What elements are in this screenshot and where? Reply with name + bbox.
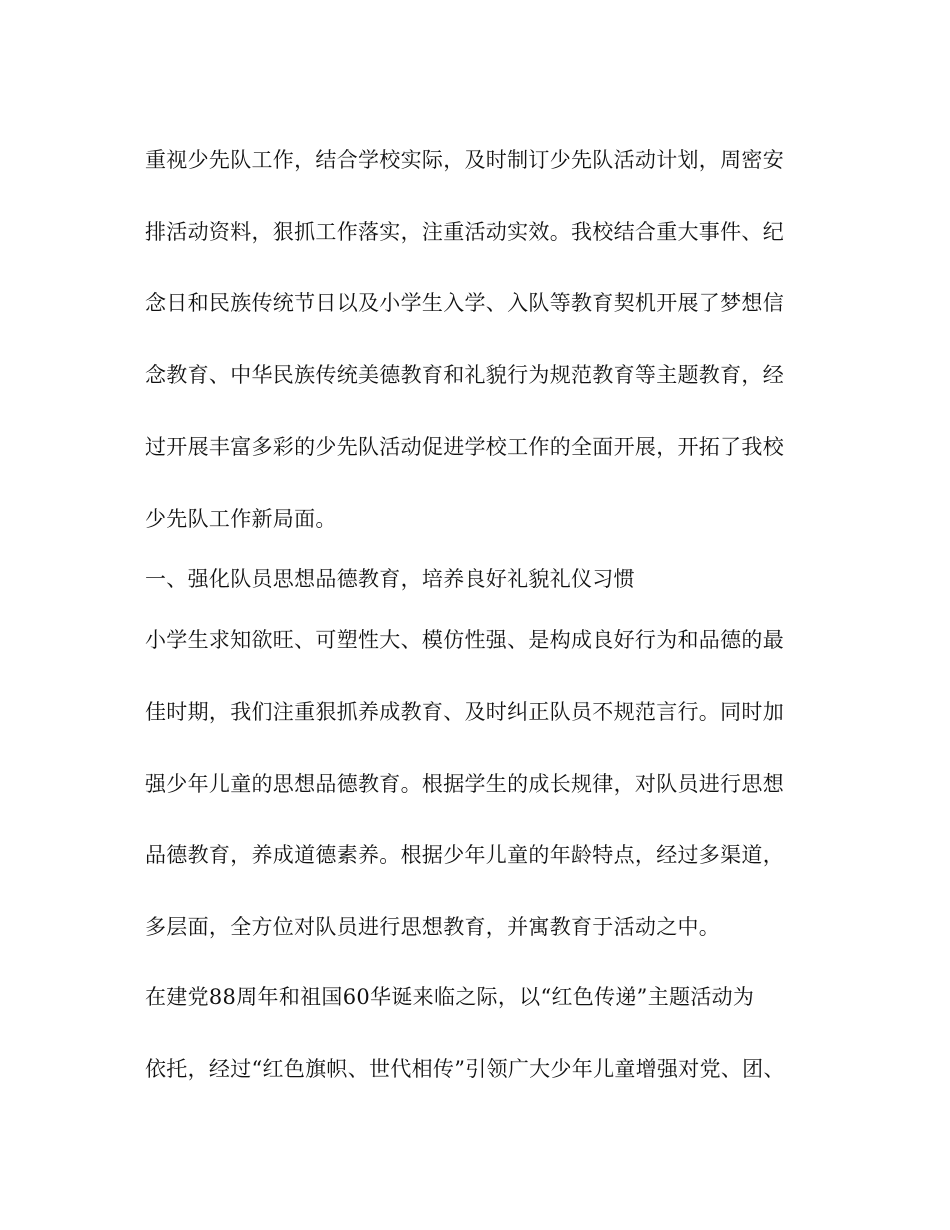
paragraph-line: 小学生求知欲旺、可塑性大、模仿性强、是构成良好行为和品德的最	[145, 628, 784, 652]
paragraph-line: 重视少先队工作，结合学校实际，及时制订少先队活动计划，周密安	[145, 148, 784, 172]
paragraph-line: 念教育、中华民族传统美德教育和礼貌行为规范教育等主题教育，经	[145, 363, 784, 387]
paragraph-line: 多层面，全方位对队员进行思想教育，并寓教育于活动之中。	[145, 915, 721, 939]
paragraph-line: 过开展丰富多彩的少先队活动促进学校工作的全面开展，开拓了我校	[145, 435, 784, 459]
paragraph-line: 少先队工作新局面。	[145, 507, 337, 531]
paragraph-line: 排活动资料，狠抓工作落实，注重活动实效。我校结合重大事件、纪	[145, 220, 784, 244]
paragraph-line: 品德教育，养成道德素养。根据少年儿童的年龄特点，经过多渠道，	[145, 843, 784, 867]
section-heading: 一、强化队员思想品德教育，培养良好礼貌礼仪习惯	[145, 567, 635, 591]
paragraph-line: 依托，经过“红色旗帜、世代相传”引领广大少年儿童增强对党、团、	[145, 1057, 785, 1081]
paragraph-line: 佳时期，我们注重狠抓养成教育、及时纠正队员不规范言行。同时加	[145, 700, 784, 724]
paragraph-line: 在建党88周年和祖国60华诞来临之际，以“红色传递”主题活动为	[145, 985, 755, 1009]
paragraph-line: 强少年儿童的思想品德教育。根据学生的成长规律，对队员进行思想	[145, 772, 784, 796]
paragraph-line: 念日和民族传统节日以及小学生入学、入队等教育契机开展了梦想信	[145, 291, 784, 315]
